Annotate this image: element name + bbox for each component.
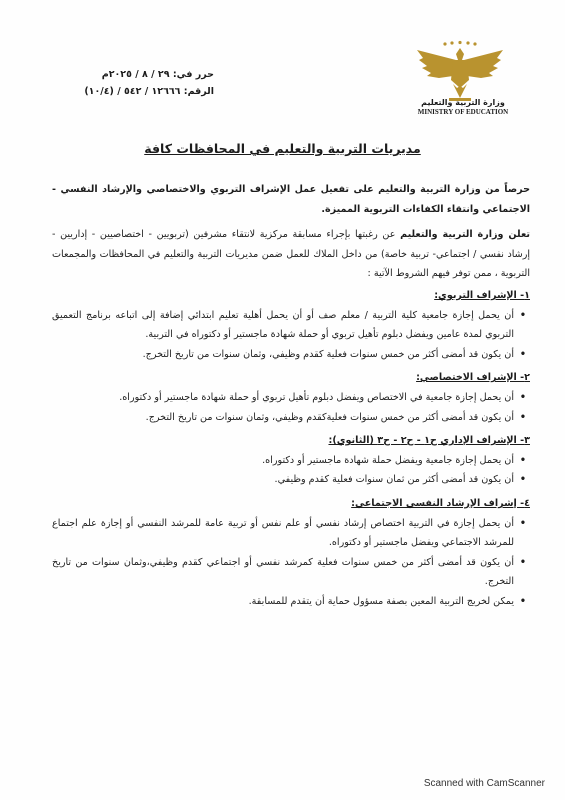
section-title: ٤- إشراف الإرشاد النفسي الاجتماعي: [351,497,530,509]
intro-paragraph: حرصاً من وزارة التربية والتعليم على تفعيل عمل الإشراف التربوي والاختصاصي والإرشاد النفسي - الاجتماعي وانتقاء الكفاءات التربوية المميزة. [52,184,530,215]
condition-item: • أن يحمل إجازة جامعية كلية التربية / معلم صف أو أن يحمل أهلية تعليم ابتدائي إضافة إلى اتباعه برنامج التعميق التربوي لمدة عامين ويفضل دبلوم تأهيل تربوي أو حملة شهادة ماجستير أو دكتوراه في التربية. [52,306,514,345]
section-title: ١- الإشراف التربوي: [434,289,530,301]
conditions-list [52,451,530,490]
condition-item: • أن يحمل إجازة جامعية في الاختصاص ويفضل دبلوم تأهيل تربوي أو حملة شهادة ماجستير أو دكتوراه. [52,388,514,408]
announcement-paragraph [52,225,530,284]
section-title: ٣- الإشراف الإداري ح١ - ح٢ - ح٣ (الثانوي): [328,435,530,447]
condition-item: • أن يكون قد أمضى أكثر من خمس سنوات فعلية كمرشد نفسي أو اجتماعي كقدم وظيفي،وثمان سنوات من تاريخ التخرج. [52,553,514,592]
ministry-name-english: MINISTRY OF EDUCATION [417,108,509,116]
condition-item: • أن يحمل إجازة في التربية اختصاص إرشاد نفسي أو علم نفس أو تربية عامة للمرشد النفسي أو إجازة علم اجتماع للمرشد الاجتماعي ويفضل ماجستير أو دكتوراه. [52,514,514,553]
condition-item: • أن يكون قد أمضى أكثر من خمس سنوات فعليةكقدم وظيفي، وثمان سنوات من تاريخ التخرج. [52,408,514,428]
condition-item: • يمكن لخريج التربية المعين بصفة مسؤول حماية أن يتقدم للمسابقة. [52,592,514,612]
ministry-eagle-logo [400,40,520,130]
section-title: ٢- الإشراف الاختصاصي: [416,372,530,384]
ministry-name-arabic: وزارة التربية والتعليم [421,98,505,107]
announcement-lead: تعلن وزارة التربية والتعليم [400,229,530,241]
issue-date: حرر في: ٢٩ / ٨ / ٢٠٢٥م [101,69,214,80]
section-specialist-supervision [52,368,530,427]
document-title: مديريات التربية والتعليم في المحافظات كافة [144,141,421,156]
conditions-list [52,306,530,365]
conditions-list [52,514,530,612]
conditions-list [52,388,530,427]
reference-number: الرقم: ١٢٦٦٦ / ٥٤٢ / (١٠/٤) [84,86,214,97]
eagle-emblem-icon [415,40,505,102]
section-educational-supervision [52,286,530,364]
section-administrative-supervision [52,431,530,490]
condition-item: • أن يكون قد أمضى أكثر من خمس سنوات فعلية كقدم وظيفي، وثمان سنوات من تاريخ التخرج. [52,345,514,365]
document-meta [64,66,214,100]
condition-item: • أن يحمل إجازة جامعية ويفضل حملة شهادة ماجستير أو دكتوراه. [52,451,514,471]
scanner-watermark: Scanned with CamScanner [423,778,545,789]
condition-item: • أن يكون قد أمضى أكثر من ثمان سنوات فعلية كقدم وظيفي. [52,470,514,490]
section-counseling-supervision [52,494,530,612]
announcement-text: عن رغبتها بإجراء مسابقة مركزية لانتقاء مشرفين (تربويين - اختصاصيين - إداريين - إرشاد نفسي / اجتماعي- تربية خاصة) من داخل الملاك للعمل ضمن مديريات التربية والتعليم في المحافظات والمجمعات التربوية ، ممن توفر فيهم الشروط الآتية : [52,229,530,280]
document-body [52,180,530,615]
